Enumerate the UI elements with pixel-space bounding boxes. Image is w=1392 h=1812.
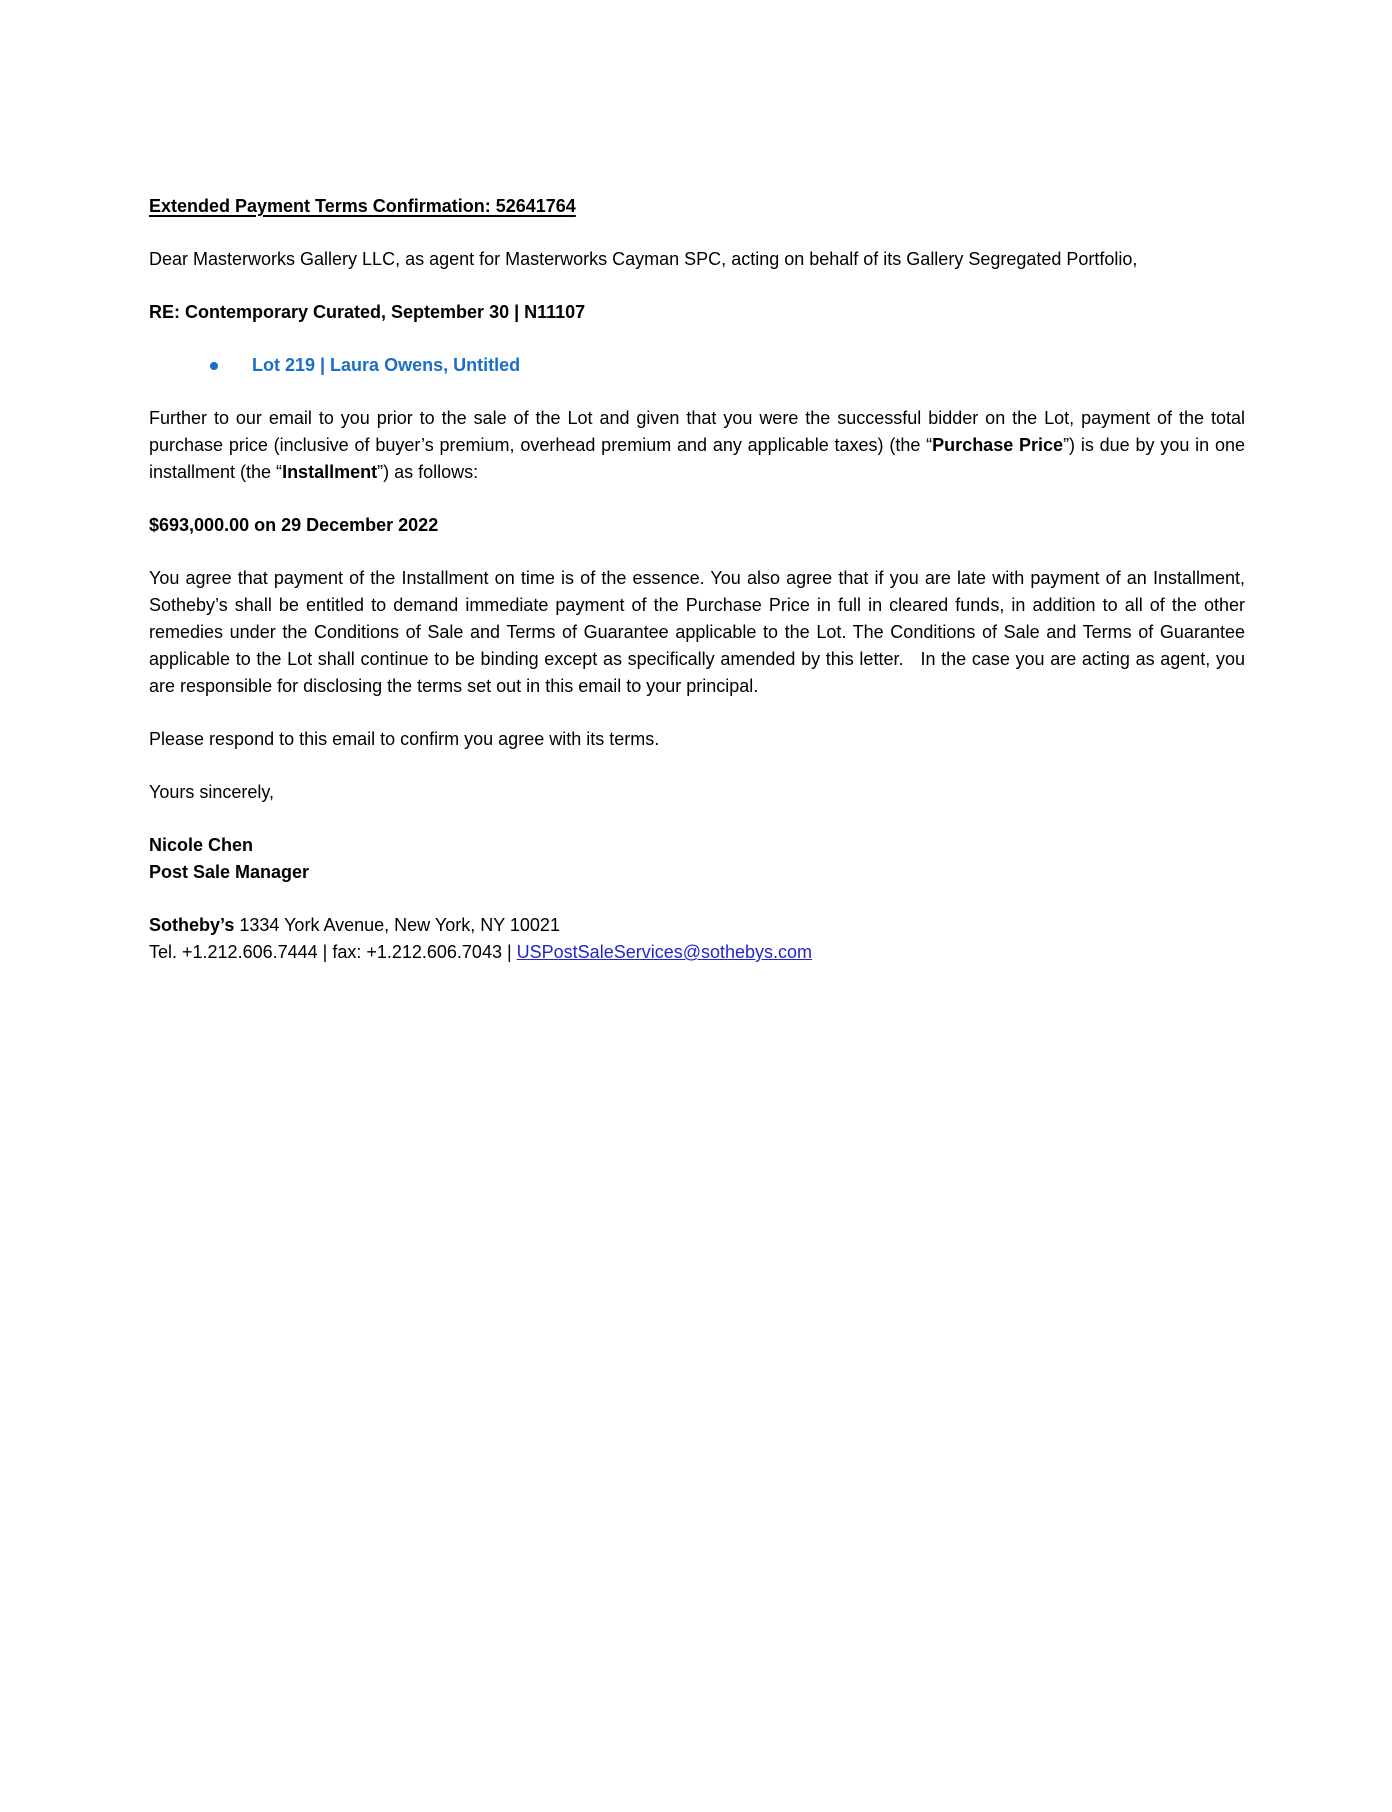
company-address: 1334 York Avenue, New York, NY 10021 [234,915,560,935]
lot-bullet-item [149,352,1245,379]
signature-name: Nicole Chen [149,835,254,855]
letter-heading: Extended Payment Terms Confirmation: 52641764 [149,196,576,216]
installment-amount-line: $693,000.00 on 29 December 2022 [149,515,439,535]
signature-title: Post Sale Manager [149,862,310,882]
closing-line: Yours sincerely, [149,782,275,802]
company-name: Sotheby’s [149,915,235,935]
email-link[interactable]: USPostSaleServices@sothebys.com [516,942,813,962]
text-segment: ”) as follows: [377,462,479,482]
text-segment: ”) is due by you in one installment (the “ [149,435,1245,482]
contact-phone-fax: Tel. +1.212.606.7444 | fax: +1.212.606.7043 | [149,942,517,962]
salutation-line: Dear Masterworks Gallery LLC, as agent for Masterworks Cayman SPC, acting on behalf of its Gallery Segregated Portfolio, [149,249,1138,269]
text-segment: Further to our email to you prior to the sale of the Lot and given that you were the successful bidder on the Lot, payment of the total purchase price (inclusive of buyer’s premium, overhead premium and any applicable taxes) (the “ [149,408,1245,455]
contact-line [149,939,1245,966]
intro-paragraph [149,405,1245,486]
lot-link[interactable]: Lot 219 | Laura Owens, Untitled [252,355,521,375]
company-contact-block [149,912,1245,966]
respond-request-line: Please respond to this email to confirm you agree with its terms. [149,729,660,749]
terms-paragraph: You agree that payment of the Installment on time is of the essence. You also agree that if you are late with payment of an Installment, Sotheby’s shall be entitled to demand immediate payment of the Purchase Price in full in cleared funds, in addition to all of the other remedies under the Conditions of Sale and Terms of Guarantee applicable to the Lot. The Conditions of Sale and Terms of Guarantee applicable to the Lot shall continue to be binding except as specifically amended by this letter. In the case you are acting as agent, you are responsible for disclosing the terms set out in this email to your principal. [149,568,1245,696]
bullet-icon [210,362,218,370]
subject-line: RE: Contemporary Curated, September 30 | N11107 [149,302,586,322]
text-segment: Purchase Price [932,435,1064,455]
letter-content [149,193,1245,992]
company-address-line [149,912,1245,939]
signature-block [149,832,1245,886]
text-segment: Installment [282,462,378,482]
